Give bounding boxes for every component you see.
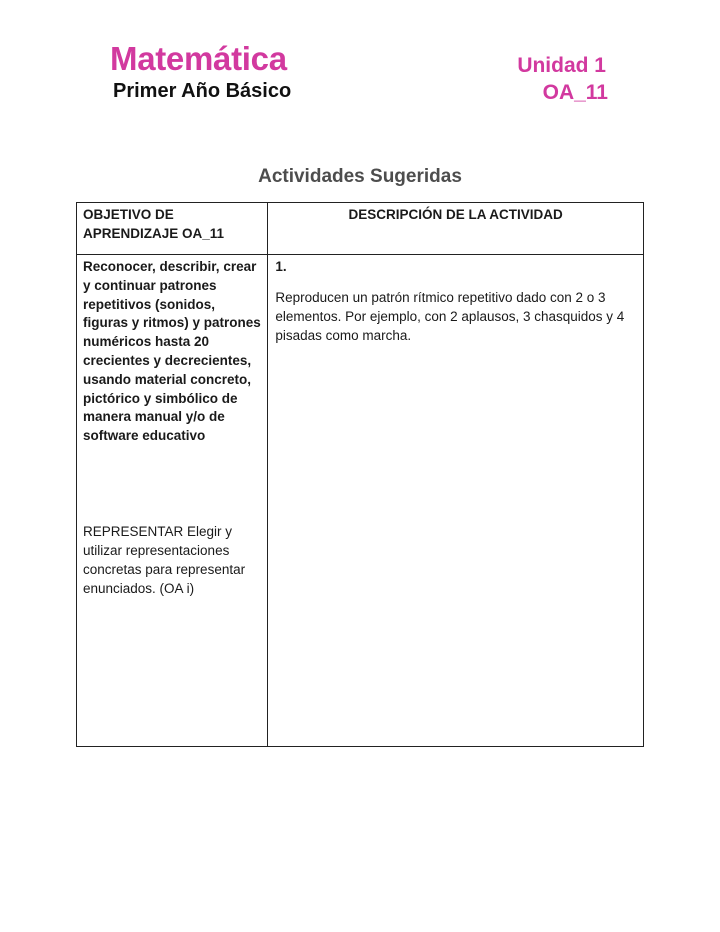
grade-title: Primer Año Básico [113, 80, 292, 102]
table-row [77, 255, 644, 747]
subject-title: Matemática [110, 40, 287, 77]
skill-text: REPRESENTAR Elegir y utilizar representaciones concretas para representar enunciados. (OA i) [83, 523, 246, 596]
table-header-row [77, 203, 644, 255]
objective-text: Reconocer, describir, crear y continuar patrones repetitivos (sonidos, figuras y ritmos) y patrones numéricos hasta 20 crecientes y decrecientes, usando material concreto, pictórico y simbólico de manera manual y/o de software educativo [83, 259, 261, 444]
header-description: DESCRIPCIÓN DE LA ACTIVIDAD [268, 203, 644, 255]
activity-table [76, 202, 644, 747]
section-title: Actividades Sugeridas [258, 166, 462, 187]
objective-cell [77, 255, 268, 747]
oa-code: OA_11 [542, 81, 608, 104]
header-objective: OBJETIVO DE APRENDIZAJE OA_11 [77, 203, 268, 255]
activity-description: Reproducen un patrón rítmico repetitivo dado con 2 o 3 elementos. Por ejemplo, con 2 aplausos, 3 chasquidos y 4 pisadas como marcha. [275, 290, 625, 343]
unit-label: Unidad 1 [517, 54, 606, 77]
activity-number: 1. [275, 259, 287, 274]
description-cell [268, 255, 644, 747]
